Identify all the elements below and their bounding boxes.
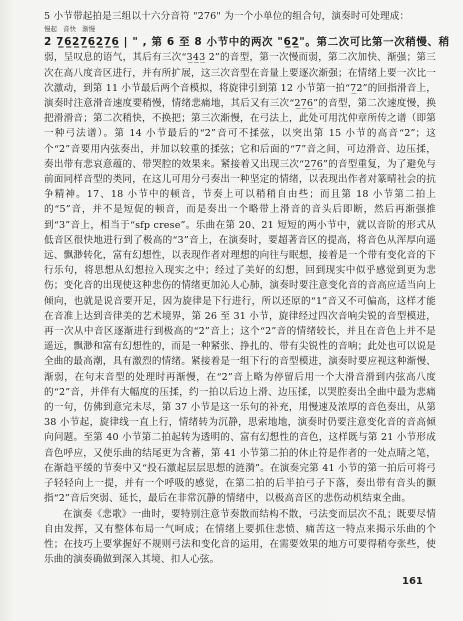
- body-text: [44, 9, 450, 567]
- page-number: 161: [402, 576, 423, 587]
- paragraph-2: 在演奏《悲歌》一曲时，要特别注意节奏散而结构不散，弓法变而层次不乱；既要尽情自由发挥，又有整体布局一气呵成；在情绪上要抓住悲愤、痛苦这一特点来揭示乐曲的个性；在技巧上要掌握好不规则弓法和变化音的运用，在需要效果的地方可要得稍夸张些，使乐曲的演奏确做到深入其境、扣人心弦。: [44, 508, 436, 566]
- paragraph-1: 弱，呈叹息的语气，其后有三次“3̲4̲3̲ 2̇”的音型，第一次慢而弱，第二次加快、渐强；第三次在高八度音区进行，并有所扩展，这三次音型在音量上要逐次渐强；在情绪上要一次比一次激动，到第 11 小节最后两个音模拟，将旋律引到第 12 小节第一拍“7̲2̇”的回指滑音上，演奏时注意滑音速度要稍慢，情绪悲痛地，其后又有三次“2̲7̲6̲”的音型，第二次速度慢，换把滑滑音；第二次稍快，不换把；第三次渐慢，在弓法上，此处可用沈仲章所传之谱（即第一种弓法谱）。第 14 小节最后的“2̇”音可不揉弦，以突出第 15 小节的高音“2̇”；这个“2̇”音要用内弦奏出，并加以较重的揉弦；它和后面的“7”音之间，可边滑音、边压揉，奏出带有悲哀意蕴的、带哭腔的效果来。紧接着又出现三次“2̲7̲6̲”的音型重复，为了避免与前面同样音型的类同，在这儿可用分弓奏出一种坚定的情绪，以表现出作者对篆晴社会的抗争精神。17、18 小节中的顿音，节奏上可以稍稍自由些；而且第 18 小节第二拍上的“5”音，并不是短促的顿音，而是奏出一个略带上滑音的音头后即断，然后再渐强推到“3”音上，相当于“sfp crese”。乐曲在第 20、21 短短的两小节中，就以音阶的形式从低音区很快地进行到了极高的“3”音上，在演奏时，要超著音区的提高，将音色从浑厚向遥远、飘渺转化，富有幻想性，以表现作者对理想的向往与眠想，接着是一个带有变化音的下行乐句，将思想从幻想拉入现实之中；经过了美好的幻想，回到现实中似乎感觉到更为悲伤；变化音的出现使这种悲伤的情绪更加沁人心肺，演奏时要注意变化音的音高应适当向上倾向，也就是说音要开足，因为旋律是下行进行，所以还原的“1”音又不可偏高，这样才能在音准上达到音律美的艺术境界，第 26 至 31 小节，旋律经过四次音响尖锐的音型模进，再一次从中音区逐渐进行到极高的“2̇”音上；这个“2̇”音的情绪较长，并且在音色上并不是遥远，飘渺和富有幻想性的，而是一种紧张、挣扎的、带有尖锐性的音响；此处也可以说是全曲的最高潮，具有激烈的情绪。紧接着是一组下行的音型模进，演奏时要应视这种渐慢、渐弱，在句末音型的处理时再渐慢，在“2̇”音上略为停留后用一个大滑音滑到内弦高八度的“2̇”音，并伴有大幅度的压揉，约一拍以后边上滑、边压揉，以哭腔奏出全曲中最为悲痛的一句，仿佛到意完未尽，第 37 小节是这一乐句的补充，用慢速及浓厚的音色奏出，从第 38 小节起，旋律线一直上行，情绪转为沉静，思索地地，演奏时仍要注意变化音的音高倾向问题。至第 40 小节第二拍起转为透明的、富有幻想性的音色，这样既与第 21 小节形成音色呼应，又使乐曲的结尾更为含蓄，第 41 小节第二拍的休止符是作者的一处点睛之笔，在渐趋平缓的节奏中又“投石激起层层思想的涟漪”。在演奏完第 41 小节的第一拍后可将弓子轻轻向上一提，并有一个呼吸的感觉，在第二拍的后半拍弓子下落，奏出带有音头的颤指“2̇”音后突弱、延长，最后在非常沉静的情绪中，以极高音区的悲伤动机结束全曲。: [44, 52, 436, 505]
- notation-label-fast: 音快: [63, 25, 77, 34]
- notation-line: 2̇ 7̲6̲2̲7̲6̲2̲7̲6̲ | " , 第 6 至 8 小节中的两次 "6̲2̲"。第二次可比第一次稍慢、稍: [44, 36, 450, 49]
- first-line: 5 小节带起拍是三组以十六分音符 "2̇76" 为一个小单位的组合句，演奏时可处理成：: [44, 11, 410, 22]
- notation-label-slow: 慢起: [44, 25, 57, 34]
- notation-labels: [44, 24, 436, 35]
- notation-label-ritardando: 渐慢: [82, 25, 96, 34]
